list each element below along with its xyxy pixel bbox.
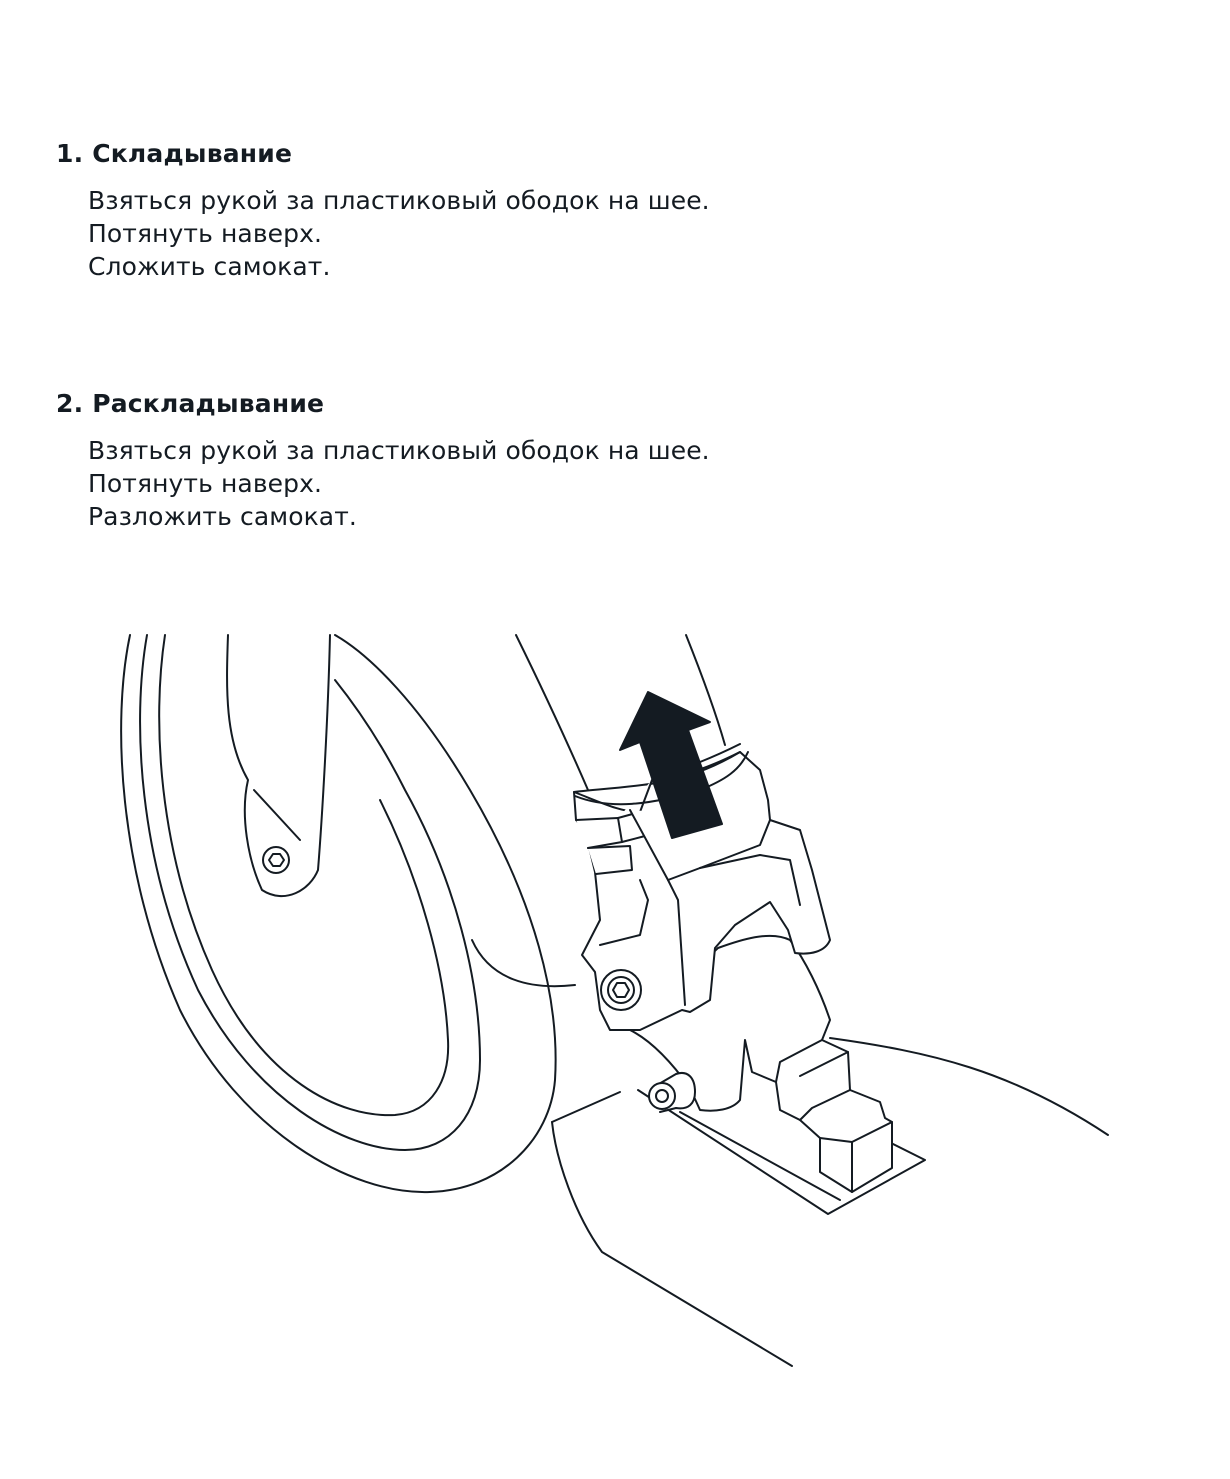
step-item: Взяться рукой за пластиковый ободок на шее. — [88, 436, 710, 465]
step-item: Потянуть наверх. — [88, 469, 323, 498]
pin-bolt — [649, 1073, 695, 1112]
section-heading: 1. Складывание — [56, 139, 293, 168]
step-item: Потянуть наверх. — [88, 219, 323, 248]
step-item: Сложить самокат. — [88, 252, 331, 281]
fork-arm — [227, 635, 330, 896]
steps-list — [56, 184, 1156, 283]
section-unfolding — [56, 386, 1156, 533]
step-item: Взяться рукой за пластиковый ободок на шее. — [88, 186, 710, 215]
scooter-folding-mechanism-illustration — [0, 620, 1230, 1479]
wheel-tire — [121, 635, 555, 1192]
steps-list — [56, 434, 1156, 533]
section-folding — [56, 136, 1156, 283]
section-heading: 2. Раскладывание — [56, 389, 325, 418]
step-item: Разложить самокат. — [88, 502, 357, 531]
